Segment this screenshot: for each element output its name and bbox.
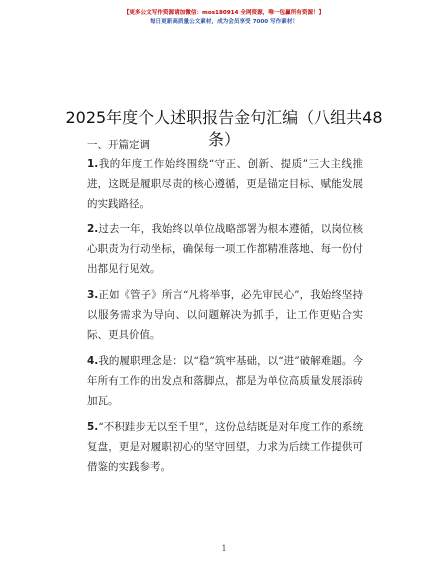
paragraph-text: 正如《管子》所言“凡将举事，必先审民心”，我始终坚持以服务需求为导向、以问题解决为抓手，让工作更贴合实际、更具价值。: [87, 289, 363, 341]
paragraph-number: 5.: [87, 421, 99, 433]
promo-line-2: 每日更新高质量公文素材，成为会员享受 7000 写作素材！: [149, 19, 299, 25]
document-title: 2025年度个人述职报告金句汇编（八组共48条）: [65, 108, 383, 149]
paragraph-number: 1.: [87, 158, 99, 170]
paragraph-text: “不积跬步无以至千里”，这份总结既是对年度工作的系统复盘，更是对履职初心的坚守回望，力求为后续工作提供可借鉴的实践参考。: [87, 421, 363, 473]
paragraph-5: [87, 417, 363, 477]
page-number: 1: [221, 544, 227, 553]
promo-banner: [0, 9, 448, 27]
paragraph-text: 我的履职理念是：以“稳”筑牢基础，以“进”破解难题。今年所有工作的出发点和落脚点，都是为单位高质量发展添砖加瓦。: [87, 355, 363, 407]
paragraph-3: [87, 285, 363, 345]
paragraph-4: [87, 351, 363, 411]
paragraph-number: 3.: [87, 289, 99, 301]
paragraph-number: 4.: [87, 355, 99, 367]
paragraph-text: 过去一年，我始终以单位战略部署为根本遵循，以岗位核心职责为行动坐标，确保每一项工作都精准落地、每一份付出都见行见效。: [87, 223, 363, 275]
paragraph-2: [87, 219, 363, 279]
paragraph-text: 我的年度工作始终围绕“守正、创新、提质”三大主线推进，这既是履职尽责的核心遵循，更是锚定目标、赋能发展的实践路径。: [87, 158, 363, 210]
paragraph-1: [87, 154, 363, 214]
paragraph-number: 2.: [87, 223, 99, 235]
section-heading: 一、开篇定调: [87, 139, 150, 151]
promo-line-1: 【更多公文写作资源请加微信：mos180914 全网资源，唯一包赢所有资源！】: [123, 10, 325, 16]
